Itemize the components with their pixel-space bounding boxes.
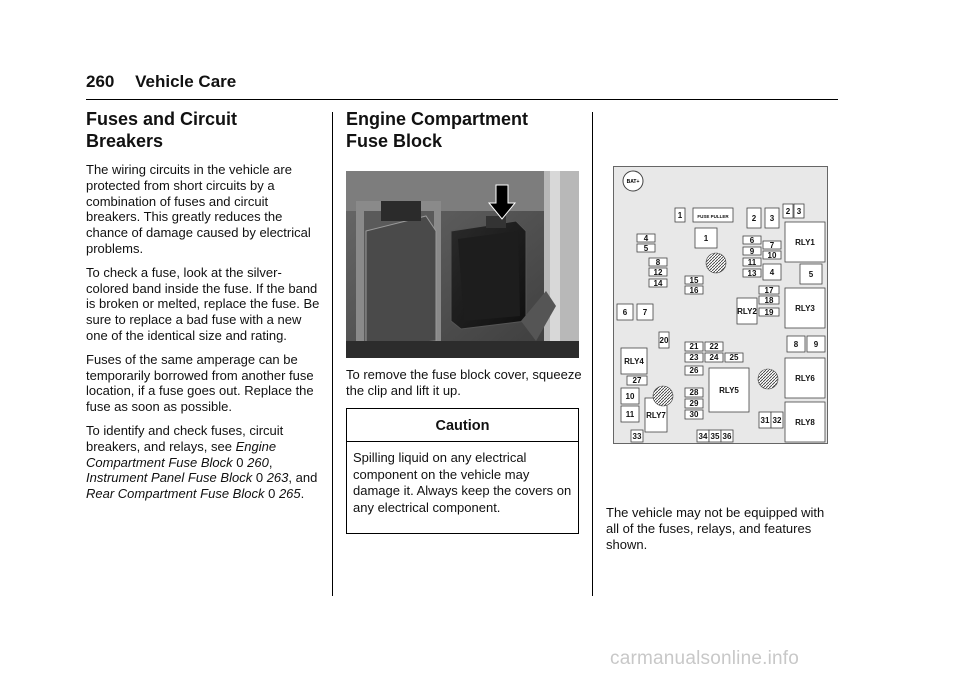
svg-text:9: 9 xyxy=(813,340,819,349)
paragraph-check-fuse: To check a fuse, look at the silver-colored band inside the fuse. If the band is broken or melted, replace the fuse. Be sure to replace a bad fuse with a new one of the identical size and rating. xyxy=(86,264,320,343)
svg-text:14: 14 xyxy=(653,279,663,288)
svg-text:17: 17 xyxy=(764,286,774,295)
svg-text:26: 26 xyxy=(689,366,699,375)
svg-text:4: 4 xyxy=(643,234,649,243)
header-divider xyxy=(86,99,838,100)
paragraph-borrow-fuse: Fuses of the same amperage can be temporarily borrowed from another fuse location, if a fuse goes out. Replace the fuse as soon as possible. xyxy=(86,351,314,415)
engine-compartment-photo xyxy=(346,171,579,358)
paragraph-references: To identify and check fuses, circuit breakers, and relays, see Engine Compartment Fuse Block 0 260, Instrument Panel Fuse Block 0 263, and Rear Compartment Fuse Block 0 265. xyxy=(86,422,318,502)
svg-text:11: 11 xyxy=(747,258,757,267)
svg-text:30: 30 xyxy=(689,410,699,419)
caution-body: Spilling liquid on any electrical component on the vehicle may damage it. Always keep the covers on any electrical component. xyxy=(353,450,572,515)
section-title: Vehicle Care xyxy=(135,72,237,91)
page-ref-arrow-icon: 0 xyxy=(255,470,264,486)
column-divider-2 xyxy=(592,112,593,596)
svg-text:RLY7: RLY7 xyxy=(646,411,666,420)
link-engine-fuse-block[interactable]: Engine Compartment Fuse Block xyxy=(86,438,277,470)
instruction-text xyxy=(346,367,582,407)
svg-text:23: 23 xyxy=(689,353,699,362)
svg-text:12: 12 xyxy=(653,268,663,277)
svg-text:RLY2: RLY2 xyxy=(737,307,757,316)
svg-text:9: 9 xyxy=(749,247,755,256)
svg-text:7: 7 xyxy=(642,308,648,317)
svg-text:32: 32 xyxy=(772,416,782,425)
svg-text:1: 1 xyxy=(703,234,709,243)
paragraph-wiring: The wiring circuits in the vehicle are protected from short circuits by a combination of fuses and circuit breakers. This greatly reduces the chance of damage caused by electrical problems. xyxy=(86,162,311,256)
svg-text:24: 24 xyxy=(709,353,719,362)
svg-text:19: 19 xyxy=(764,308,774,317)
svg-text:RLY6: RLY6 xyxy=(795,374,815,383)
svg-text:2: 2 xyxy=(751,214,757,223)
equipment-note: The vehicle may not be equipped with all of the fuses, relays, and features shown. xyxy=(606,505,825,552)
svg-text:10: 10 xyxy=(625,392,635,401)
svg-text:34: 34 xyxy=(698,432,708,441)
svg-text:3: 3 xyxy=(769,214,775,223)
heading-engine-fuse-block: Engine Compartment Fuse Block xyxy=(346,109,529,151)
fuse-block-diagram xyxy=(613,166,828,444)
page-number: 260 xyxy=(86,72,115,91)
svg-text:4: 4 xyxy=(769,268,775,277)
link-rear-fuse-block[interactable]: Rear Compartment Fuse Block xyxy=(86,486,265,502)
heading-fuses-breakers: Fuses and Circuit Breakers xyxy=(86,109,238,151)
svg-text:3: 3 xyxy=(796,207,802,216)
svg-text:18: 18 xyxy=(764,296,774,305)
caution-title: Caution xyxy=(347,409,578,442)
watermark: carmanualsonline.info xyxy=(610,648,800,669)
page-ref-arrow-icon: 0 xyxy=(268,486,276,502)
page-ref-arrow-icon: 0 xyxy=(236,454,244,470)
svg-text:RLY8: RLY8 xyxy=(795,418,815,427)
svg-text:35: 35 xyxy=(710,432,720,441)
svg-text:29: 29 xyxy=(689,399,699,408)
column-fuses-breakers xyxy=(86,108,322,510)
caution-box xyxy=(346,408,579,534)
svg-text:36: 36 xyxy=(722,432,732,441)
svg-text:RLY4: RLY4 xyxy=(624,357,644,366)
svg-text:31: 31 xyxy=(760,416,770,425)
svg-text:27: 27 xyxy=(632,376,642,385)
page-header xyxy=(86,72,236,92)
svg-text:6: 6 xyxy=(622,308,628,317)
svg-text:7: 7 xyxy=(769,241,775,250)
fuse-puller-label: FUSE PULLER xyxy=(697,214,729,219)
svg-text:33: 33 xyxy=(632,432,642,441)
svg-text:28: 28 xyxy=(689,388,699,397)
svg-text:2: 2 xyxy=(785,207,791,216)
svg-text:15: 15 xyxy=(689,276,699,285)
svg-text:13: 13 xyxy=(747,269,757,278)
column-divider-1 xyxy=(332,112,333,596)
svg-text:8: 8 xyxy=(655,258,661,267)
svg-text:8: 8 xyxy=(793,340,799,349)
svg-text:RLY5: RLY5 xyxy=(719,386,739,395)
svg-text:22: 22 xyxy=(709,342,719,351)
svg-text:RLY3: RLY3 xyxy=(795,304,815,313)
svg-text:20: 20 xyxy=(659,336,669,345)
svg-text:1: 1 xyxy=(677,211,683,220)
remove-cover-instruction: To remove the fuse block cover, squeeze the clip and lift it up. xyxy=(346,367,582,398)
battery-terminal-label: BAT+ xyxy=(626,179,640,185)
svg-text:11: 11 xyxy=(625,410,635,419)
svg-text:16: 16 xyxy=(689,286,699,295)
svg-text:21: 21 xyxy=(689,342,699,351)
svg-text:6: 6 xyxy=(749,236,755,245)
link-instrument-panel-fuse-block[interactable]: Instrument Panel Fuse Block xyxy=(86,470,253,486)
svg-text:10: 10 xyxy=(767,251,777,260)
column-engine-fuse-block xyxy=(346,108,582,162)
svg-text:RLY1: RLY1 xyxy=(795,238,815,247)
svg-text:25: 25 xyxy=(729,353,739,362)
svg-text:5: 5 xyxy=(643,244,649,253)
svg-text:5: 5 xyxy=(808,270,814,279)
